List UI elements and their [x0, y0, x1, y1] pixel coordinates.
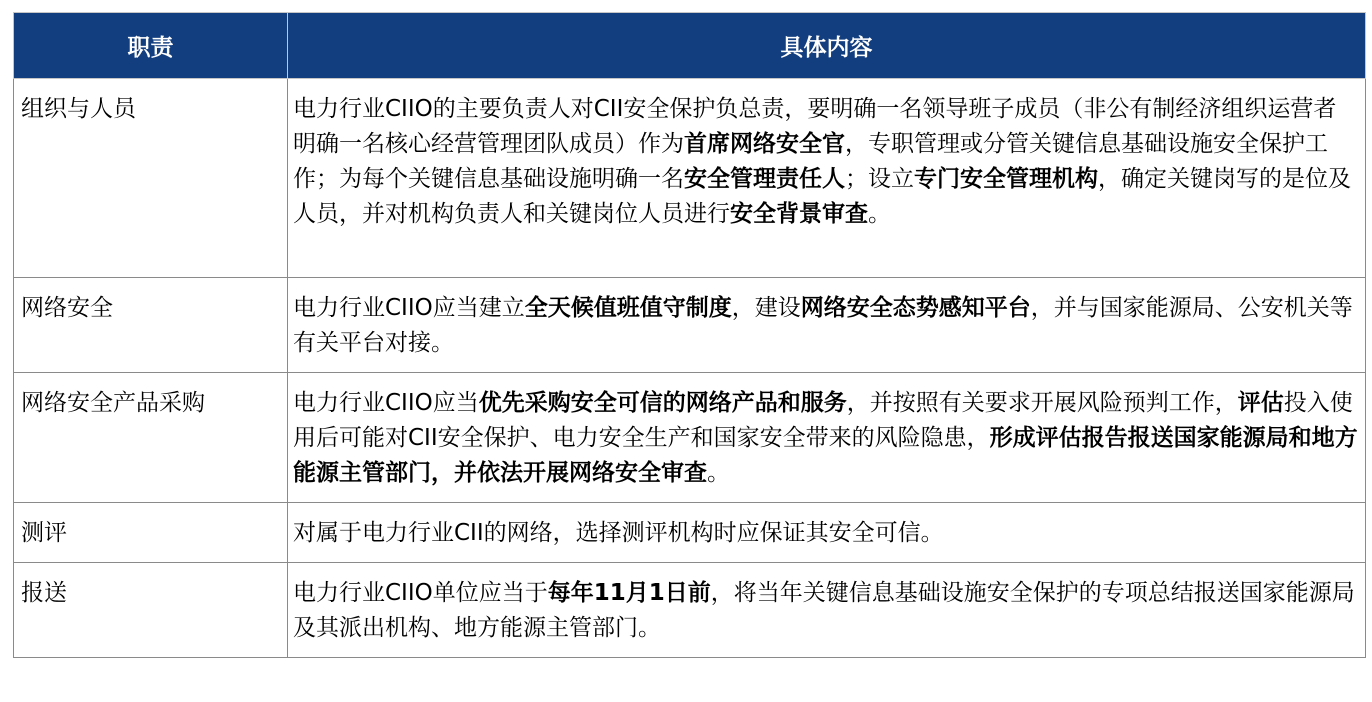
header-content: 具体内容 [288, 13, 1366, 79]
role-cell: 网络安全产品采购 [14, 373, 288, 503]
content-cell: 电力行业CIIO单位应当于每年11月1日前，将当年关键信息基础设施安全保护的专项总结报送国家能源局及其派出机构、地方能源主管部门。 [288, 563, 1366, 658]
content-cell: 电力行业CIIO的主要负责人对CII安全保护负总责，要明确一名领导班子成员（非公有制经济组织运营者明确一名核心经营管理团队成员）作为首席网络安全官，专职管理或分管关键信息基础设施安全保护工作；为每个关键信息基础设施明确一名安全管理责任人；设立专门安全管理机构，确定关键岗写的是位及人员，并对机构负责人和关键岗位人员进行安全背景审查。 [288, 79, 1366, 278]
content-cell: 电力行业CIIO应当建立全天候值班值守制度，建设网络安全态势感知平台，并与国家能源局、公安机关等有关平台对接。 [288, 278, 1366, 373]
table-header-row [14, 13, 1366, 79]
table-row [14, 563, 1366, 658]
role-cell: 组织与人员 [14, 79, 288, 278]
table-row [14, 503, 1366, 563]
header-role: 职责 [14, 13, 288, 79]
table-row [14, 79, 1366, 278]
content-cell: 对属于电力行业CII的网络，选择测评机构时应保证其安全可信。 [288, 503, 1366, 563]
content-cell: 电力行业CIIO应当优先采购安全可信的网络产品和服务，并按照有关要求开展风险预判工作，评估投入使用后可能对CII安全保护、电力安全生产和国家安全带来的风险隐患，形成评估报告报送国家能源局和地方能源主管部门，并依法开展网络安全审查。 [288, 373, 1366, 503]
role-cell: 报送 [14, 563, 288, 658]
table-row [14, 278, 1366, 373]
responsibility-table [13, 12, 1366, 658]
table-row [14, 373, 1366, 503]
role-cell: 网络安全 [14, 278, 288, 373]
role-cell: 测评 [14, 503, 288, 563]
